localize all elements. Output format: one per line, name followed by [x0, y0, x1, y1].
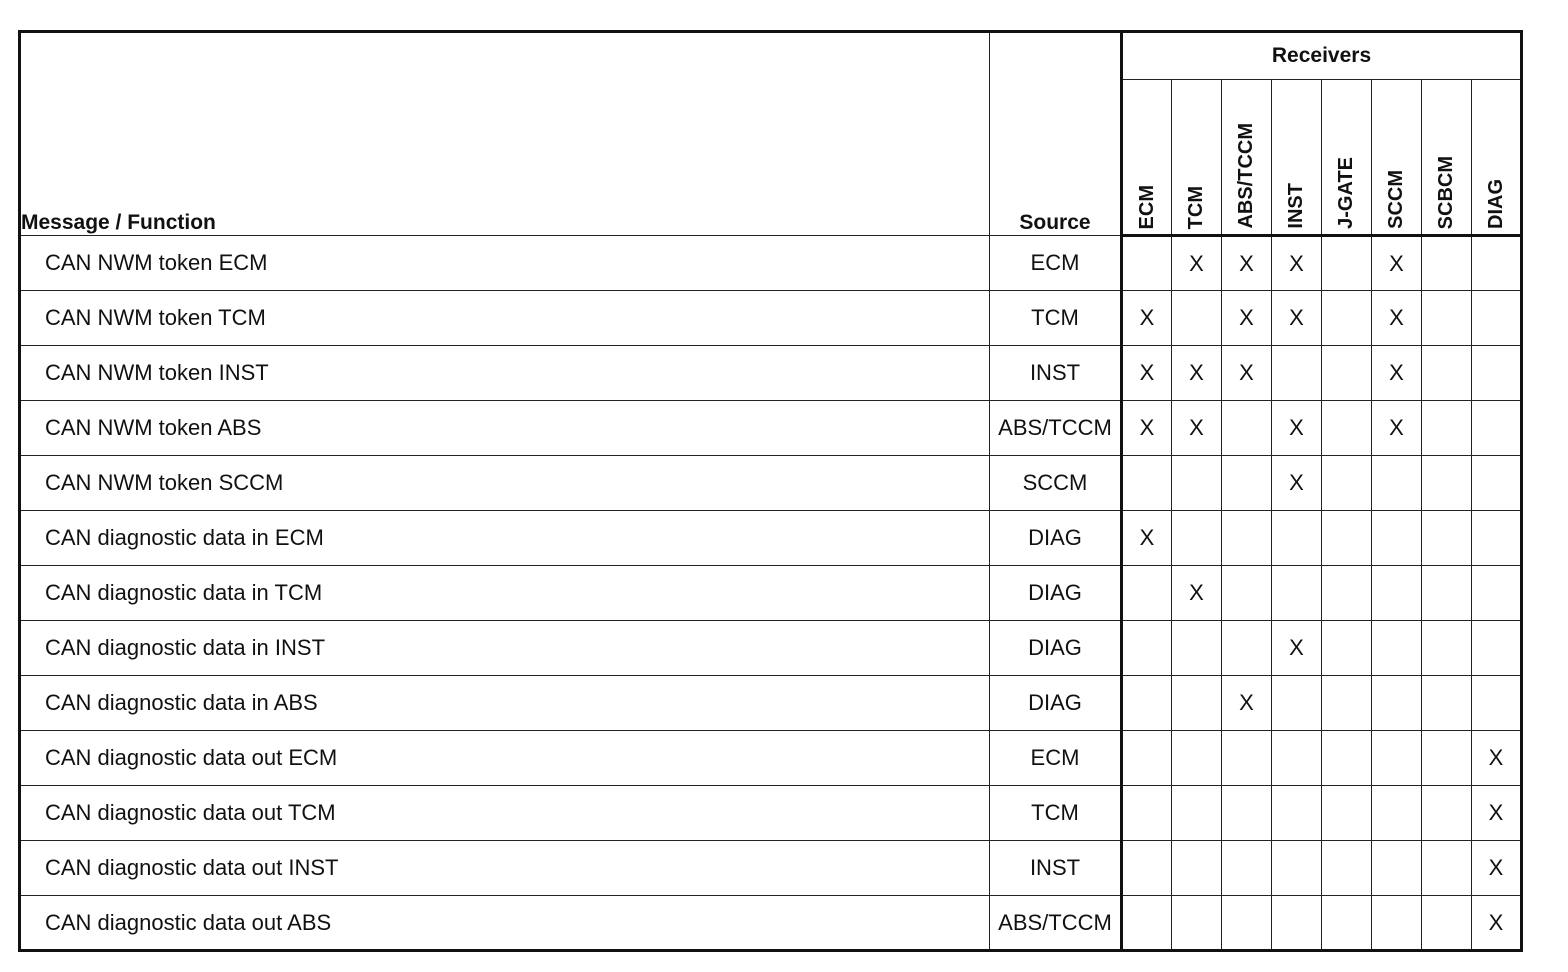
receiver-mark-cell [1372, 566, 1422, 621]
receiver-mark-cell: X [1272, 236, 1322, 291]
receiver-mark-cell: X [1472, 896, 1522, 951]
receiver-mark-cell [1222, 566, 1272, 621]
header-receiver-column [1272, 80, 1322, 236]
receiver-mark-cell: X [1172, 346, 1222, 401]
receiver-mark-cell [1272, 731, 1322, 786]
receiver-mark-cell [1222, 786, 1272, 841]
receiver-column-label: SCBCM [1435, 155, 1457, 229]
can-message-matrix-table [18, 30, 1523, 952]
message-function-cell: CAN diagnostic data in ABS [20, 676, 990, 731]
receiver-mark-cell [1372, 896, 1422, 951]
receiver-mark-cell: X [1372, 291, 1422, 346]
receiver-mark-cell [1322, 401, 1372, 456]
receiver-mark-cell [1122, 786, 1172, 841]
source-cell: ECM [990, 731, 1122, 786]
receiver-mark-cell [1422, 676, 1472, 731]
receiver-column-label: INST [1285, 183, 1307, 229]
receiver-mark-cell: X [1272, 291, 1322, 346]
receiver-mark-cell [1272, 896, 1322, 951]
receiver-mark-cell: X [1472, 731, 1522, 786]
receiver-mark-cell [1172, 841, 1222, 896]
receiver-mark-cell [1422, 291, 1472, 346]
message-function-cell: CAN NWM token TCM [20, 291, 990, 346]
message-function-cell: CAN NWM token ABS [20, 401, 990, 456]
receiver-mark-cell [1372, 841, 1422, 896]
source-cell: INST [990, 346, 1122, 401]
table-row [20, 786, 1522, 841]
message-function-cell: CAN diagnostic data out ABS [20, 896, 990, 951]
table-row [20, 401, 1522, 456]
receiver-column-label: ABS/TCCM [1235, 123, 1257, 229]
receiver-mark-cell: X [1272, 401, 1322, 456]
receiver-mark-cell [1422, 456, 1472, 511]
table-row [20, 456, 1522, 511]
source-cell: INST [990, 841, 1122, 896]
receiver-mark-cell [1122, 456, 1172, 511]
message-function-cell: CAN diagnostic data out ECM [20, 731, 990, 786]
receiver-mark-cell [1172, 621, 1222, 676]
source-cell: TCM [990, 291, 1122, 346]
table-row [20, 676, 1522, 731]
message-function-cell: CAN NWM token INST [20, 346, 990, 401]
header-receiver-column [1222, 80, 1272, 236]
receiver-mark-cell [1422, 566, 1472, 621]
header-receiver-column [1422, 80, 1472, 236]
receiver-mark-cell: X [1372, 401, 1422, 456]
receiver-mark-cell [1472, 401, 1522, 456]
receiver-mark-cell [1322, 511, 1372, 566]
receiver-mark-cell [1272, 346, 1322, 401]
receiver-mark-cell [1472, 236, 1522, 291]
receiver-mark-cell [1322, 291, 1372, 346]
receiver-mark-cell: X [1222, 346, 1272, 401]
receiver-mark-cell [1372, 731, 1422, 786]
receiver-mark-cell [1322, 236, 1372, 291]
table-row [20, 621, 1522, 676]
header-receiver-column [1172, 80, 1222, 236]
receiver-mark-cell [1422, 236, 1472, 291]
receiver-mark-cell [1222, 511, 1272, 566]
source-cell: DIAG [990, 621, 1122, 676]
message-function-cell: CAN diagnostic data in ECM [20, 511, 990, 566]
source-cell: DIAG [990, 566, 1122, 621]
header-receiver-column [1372, 80, 1422, 236]
receiver-mark-cell [1472, 456, 1522, 511]
receiver-mark-cell [1372, 786, 1422, 841]
receiver-mark-cell: X [1172, 401, 1222, 456]
receiver-mark-cell [1422, 621, 1472, 676]
receiver-mark-cell [1422, 731, 1472, 786]
receiver-mark-cell [1322, 731, 1372, 786]
source-cell: DIAG [990, 511, 1122, 566]
receiver-mark-cell [1472, 291, 1522, 346]
message-function-cell: CAN diagnostic data out TCM [20, 786, 990, 841]
source-cell: SCCM [990, 456, 1122, 511]
receiver-column-label: DIAG [1484, 179, 1507, 229]
table-row [20, 236, 1522, 291]
receiver-mark-cell [1172, 786, 1222, 841]
header-receiver-column [1322, 80, 1372, 236]
receiver-mark-cell [1472, 511, 1522, 566]
source-cell: ABS/TCCM [990, 896, 1122, 951]
receiver-mark-cell [1322, 621, 1372, 676]
header-receiver-column [1122, 80, 1172, 236]
receiver-mark-cell [1272, 566, 1322, 621]
receiver-mark-cell [1372, 676, 1422, 731]
receiver-mark-cell [1222, 731, 1272, 786]
receiver-mark-cell: X [1122, 401, 1172, 456]
receiver-mark-cell: X [1472, 841, 1522, 896]
receiver-mark-cell [1122, 896, 1172, 951]
receiver-mark-cell [1222, 401, 1272, 456]
receiver-mark-cell [1322, 786, 1372, 841]
receiver-mark-cell: X [1122, 511, 1172, 566]
receiver-mark-cell [1172, 896, 1222, 951]
receiver-column-label: ECM [1135, 184, 1158, 229]
receiver-mark-cell: X [1472, 786, 1522, 841]
receiver-mark-cell [1372, 456, 1422, 511]
receiver-mark-cell: X [1122, 291, 1172, 346]
receiver-mark-cell: X [1272, 456, 1322, 511]
receiver-mark-cell: X [1272, 621, 1322, 676]
message-function-cell: CAN diagnostic data in INST [20, 621, 990, 676]
receiver-mark-cell [1172, 511, 1222, 566]
header-receivers: Receivers [1122, 32, 1522, 80]
receiver-mark-cell: X [1172, 236, 1222, 291]
receiver-mark-cell [1472, 621, 1522, 676]
receiver-mark-cell: X [1372, 236, 1422, 291]
receiver-mark-cell [1322, 456, 1372, 511]
receiver-mark-cell [1172, 731, 1222, 786]
receiver-mark-cell [1122, 731, 1172, 786]
receiver-mark-cell [1222, 896, 1272, 951]
receiver-mark-cell [1422, 346, 1472, 401]
receiver-mark-cell [1222, 456, 1272, 511]
receiver-mark-cell [1122, 236, 1172, 291]
source-cell: DIAG [990, 676, 1122, 731]
message-function-cell: CAN NWM token SCCM [20, 456, 990, 511]
table-row [20, 896, 1522, 951]
table-row [20, 841, 1522, 896]
receiver-mark-cell: X [1122, 346, 1172, 401]
table-row [20, 566, 1522, 621]
table-row [20, 511, 1522, 566]
receiver-mark-cell [1322, 896, 1372, 951]
receiver-mark-cell [1422, 511, 1472, 566]
receiver-mark-cell [1272, 676, 1322, 731]
receiver-mark-cell [1122, 566, 1172, 621]
receiver-mark-cell: X [1222, 676, 1272, 731]
receiver-mark-cell [1422, 896, 1472, 951]
receiver-mark-cell [1122, 841, 1172, 896]
receiver-column-label: SCCM [1385, 170, 1407, 229]
receiver-mark-cell [1272, 841, 1322, 896]
receiver-mark-cell: X [1222, 291, 1272, 346]
source-cell: ECM [990, 236, 1122, 291]
receiver-mark-cell [1472, 566, 1522, 621]
receiver-mark-cell [1422, 401, 1472, 456]
receiver-mark-cell [1322, 676, 1372, 731]
message-function-cell: CAN NWM token ECM [20, 236, 990, 291]
receiver-mark-cell: X [1372, 346, 1422, 401]
message-function-cell: CAN diagnostic data in TCM [20, 566, 990, 621]
table-row [20, 291, 1522, 346]
source-cell: TCM [990, 786, 1122, 841]
receiver-mark-cell [1272, 511, 1322, 566]
receiver-mark-cell [1272, 786, 1322, 841]
receiver-mark-cell [1322, 841, 1372, 896]
receiver-column-label: J-GATE [1335, 157, 1357, 229]
receiver-mark-cell [1422, 841, 1472, 896]
receiver-mark-cell [1372, 511, 1422, 566]
receiver-mark-cell: X [1172, 566, 1222, 621]
receiver-mark-cell [1322, 346, 1372, 401]
receiver-column-label: TCM [1185, 185, 1207, 229]
receiver-mark-cell [1122, 621, 1172, 676]
header-source: Source [990, 32, 1122, 236]
source-cell: ABS/TCCM [990, 401, 1122, 456]
message-function-cell: CAN diagnostic data out INST [20, 841, 990, 896]
header-message-function: Message / Function [20, 32, 990, 236]
receiver-mark-cell [1222, 841, 1272, 896]
receiver-mark-cell [1372, 621, 1422, 676]
table-row [20, 346, 1522, 401]
receiver-mark-cell [1422, 786, 1472, 841]
receiver-mark-cell [1172, 291, 1222, 346]
receiver-mark-cell [1472, 346, 1522, 401]
receiver-mark-cell [1172, 676, 1222, 731]
receiver-mark-cell: X [1222, 236, 1272, 291]
receiver-mark-cell [1222, 621, 1272, 676]
receiver-mark-cell [1322, 566, 1372, 621]
matrix-body [20, 236, 1522, 951]
table-row [20, 731, 1522, 786]
header-receiver-column [1472, 80, 1522, 236]
receiver-mark-cell [1172, 456, 1222, 511]
receiver-mark-cell [1122, 676, 1172, 731]
receiver-mark-cell [1472, 676, 1522, 731]
